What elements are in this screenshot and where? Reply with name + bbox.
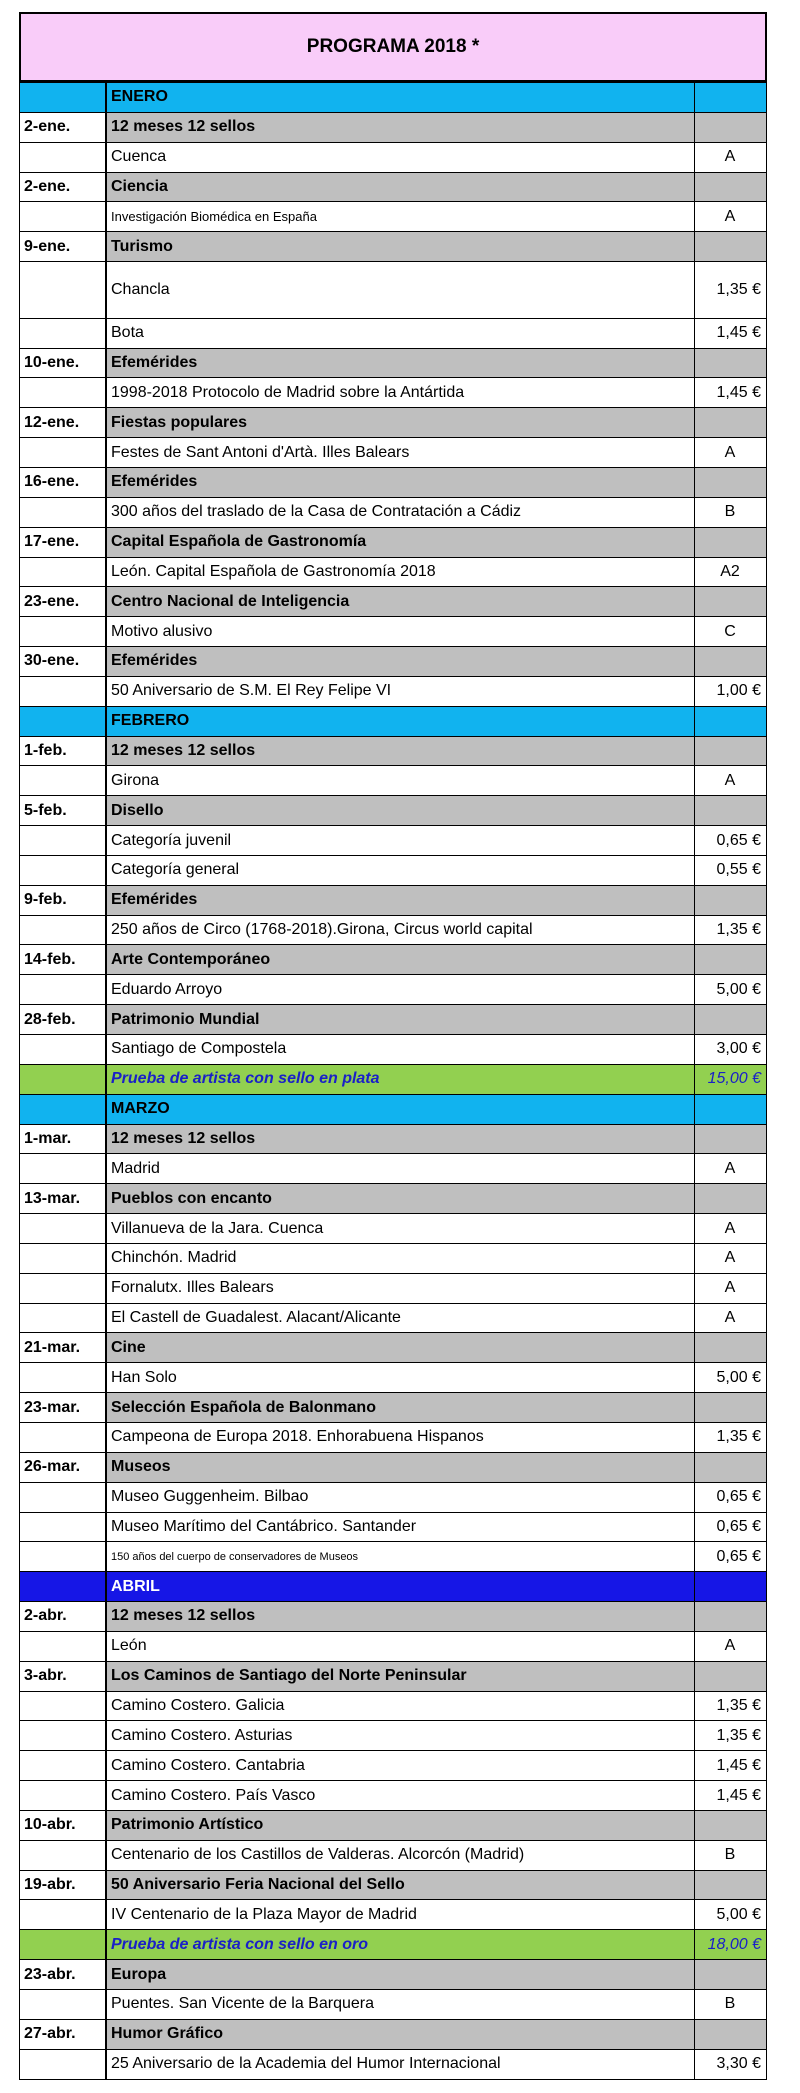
stamp-date-cell <box>20 915 107 945</box>
stamp-row <box>20 378 767 408</box>
stamp-value: 5,00 € <box>695 1900 767 1930</box>
issue-date: 9-ene. <box>20 232 107 262</box>
stamp-value: 1,35 € <box>695 1691 767 1721</box>
stamp-row <box>20 142 767 172</box>
program-sheet <box>19 12 767 2080</box>
stamp-value: A <box>695 142 767 172</box>
stamp-description: Fornalutx. Illes Balears <box>106 1273 695 1303</box>
stamp-date-cell <box>20 1273 107 1303</box>
stamp-value: 0,65 € <box>695 1512 767 1542</box>
theme-price-cell <box>695 1184 767 1214</box>
theme-row <box>20 348 767 378</box>
theme-title: Ciencia <box>106 172 695 202</box>
theme-price-cell <box>695 467 767 497</box>
theme-price-cell <box>695 1810 767 1840</box>
theme-price-cell <box>695 1005 767 1035</box>
theme-title: Los Caminos de Santiago del Norte Peninsular <box>106 1661 695 1691</box>
stamp-value: 0,65 € <box>695 1482 767 1512</box>
theme-title: Patrimonio Mundial <box>106 1005 695 1035</box>
theme-price-cell <box>695 796 767 826</box>
stamp-date-cell <box>20 438 107 468</box>
stamp-description: Girona <box>106 766 695 796</box>
stamp-date-cell <box>20 1154 107 1184</box>
issue-date: 23-abr. <box>20 1960 107 1990</box>
theme-title: 12 meses 12 sellos <box>106 1602 695 1632</box>
stamp-value: 0,65 € <box>695 826 767 856</box>
stamp-description: 150 años del cuerpo de conservadores de Museos <box>106 1542 695 1572</box>
issue-date: 5-feb. <box>20 796 107 826</box>
stamp-row <box>20 855 767 885</box>
stamp-description: 25 Aniversario de la Academia del Humor Internacional <box>106 2049 695 2079</box>
theme-row <box>20 527 767 557</box>
theme-price-cell <box>695 736 767 766</box>
theme-title: Humor Gráfico <box>106 2019 695 2049</box>
stamp-value: B <box>695 1990 767 2020</box>
stamp-description: Museo Guggenheim. Bilbao <box>106 1482 695 1512</box>
theme-row <box>20 1184 767 1214</box>
stamp-description: 250 años de Circo (1768-2018).Girona, Circus world capital <box>106 915 695 945</box>
theme-row <box>20 2019 767 2049</box>
theme-title: Pueblos con encanto <box>106 1184 695 1214</box>
stamp-date-cell <box>20 1781 107 1811</box>
theme-row <box>20 736 767 766</box>
stamp-row <box>20 1035 767 1065</box>
stamp-description: Camino Costero. País Vasco <box>106 1781 695 1811</box>
month-header-price <box>695 83 767 113</box>
stamp-date-cell <box>20 378 107 408</box>
stamp-description: Madrid <box>106 1154 695 1184</box>
issue-date: 10-abr. <box>20 1810 107 1840</box>
theme-title: Patrimonio Artístico <box>106 1810 695 1840</box>
stamp-description: Chinchón. Madrid <box>106 1243 695 1273</box>
stamp-value: 15,00 € <box>695 1064 767 1094</box>
theme-price-cell <box>695 1870 767 1900</box>
month-header-price <box>695 1572 767 1602</box>
stamp-row <box>20 1721 767 1751</box>
stamp-row <box>20 1214 767 1244</box>
stamp-value: 0,65 € <box>695 1542 767 1572</box>
theme-row <box>20 1393 767 1423</box>
stamp-value: 18,00 € <box>695 1930 767 1960</box>
stamp-value: C <box>695 617 767 647</box>
stamp-date-cell <box>20 1631 107 1661</box>
stamp-date-cell <box>20 1840 107 1870</box>
stamp-value: 1,45 € <box>695 1751 767 1781</box>
issue-date: 27-abr. <box>20 2019 107 2049</box>
month-header-row <box>20 706 767 736</box>
stamp-value: 1,45 € <box>695 1781 767 1811</box>
stamp-description: Prueba de artista con sello en plata <box>106 1064 695 1094</box>
stamp-date-cell <box>20 142 107 172</box>
stamp-description: 50 Aniversario de S.M. El Rey Felipe VI <box>106 676 695 706</box>
stamp-date-cell <box>20 1900 107 1930</box>
stamp-row <box>20 1512 767 1542</box>
theme-row <box>20 587 767 617</box>
theme-price-cell <box>695 945 767 975</box>
stamp-row <box>20 1900 767 1930</box>
theme-title: Cine <box>106 1333 695 1363</box>
theme-title: Fiestas populares <box>106 408 695 438</box>
theme-title: Arte Contemporáneo <box>106 945 695 975</box>
month-header-date <box>20 706 107 736</box>
stamp-date-cell <box>20 975 107 1005</box>
stamp-date-cell <box>20 1542 107 1572</box>
stamp-value: A2 <box>695 557 767 587</box>
stamp-description: 300 años del traslado de la Casa de Contratación a Cádiz <box>106 497 695 527</box>
theme-title: Centro Nacional de Inteligencia <box>106 587 695 617</box>
stamp-row <box>20 766 767 796</box>
stamp-row <box>20 1422 767 1452</box>
theme-price-cell <box>695 1393 767 1423</box>
stamp-description: Festes de Sant Antoni d'Artà. Illes Balears <box>106 438 695 468</box>
month-name: FEBRERO <box>106 706 695 736</box>
month-header-row <box>20 1572 767 1602</box>
issue-date: 16-ene. <box>20 467 107 497</box>
stamp-date-cell <box>20 766 107 796</box>
theme-price-cell <box>695 1333 767 1363</box>
theme-title: 12 meses 12 sellos <box>106 112 695 142</box>
stamp-value: 1,35 € <box>695 262 767 319</box>
theme-row <box>20 1124 767 1154</box>
theme-price-cell <box>695 112 767 142</box>
stamp-date-cell <box>20 855 107 885</box>
month-header-row <box>20 83 767 113</box>
stamp-date-cell <box>20 1482 107 1512</box>
stamp-date-cell <box>20 202 107 232</box>
theme-price-cell <box>695 1661 767 1691</box>
stamp-row <box>20 1363 767 1393</box>
theme-price-cell <box>695 527 767 557</box>
month-header-row <box>20 1094 767 1124</box>
issue-date: 10-ene. <box>20 348 107 378</box>
theme-row <box>20 467 767 497</box>
stamp-date-cell <box>20 1363 107 1393</box>
month-header-date <box>20 1094 107 1124</box>
theme-title: Europa <box>106 1960 695 1990</box>
month-name: MARZO <box>106 1094 695 1124</box>
stamp-row <box>20 1691 767 1721</box>
month-name: ABRIL <box>106 1572 695 1602</box>
stamp-row <box>20 2049 767 2079</box>
stamp-value: 5,00 € <box>695 975 767 1005</box>
month-header-price <box>695 1094 767 1124</box>
stamp-row <box>20 1482 767 1512</box>
theme-price-cell <box>695 647 767 677</box>
stamp-value: 1,45 € <box>695 318 767 348</box>
stamp-value: B <box>695 1840 767 1870</box>
stamp-row <box>20 1751 767 1781</box>
stamp-date-cell <box>20 1214 107 1244</box>
stamp-description: Camino Costero. Cantabria <box>106 1751 695 1781</box>
theme-price-cell <box>695 408 767 438</box>
stamp-description: Centenario de los Castillos de Valderas. Alcorcón (Madrid) <box>106 1840 695 1870</box>
stamp-row <box>20 497 767 527</box>
theme-price-cell <box>695 2019 767 2049</box>
theme-title: 12 meses 12 sellos <box>106 1124 695 1154</box>
stamp-row <box>20 617 767 647</box>
stamp-row <box>20 1990 767 2020</box>
stamp-row <box>20 676 767 706</box>
issue-date: 2-ene. <box>20 172 107 202</box>
stamp-row <box>20 1840 767 1870</box>
stamp-description: Camino Costero. Galicia <box>106 1691 695 1721</box>
theme-price-cell <box>695 587 767 617</box>
theme-price-cell <box>695 885 767 915</box>
stamp-row <box>20 438 767 468</box>
stamp-row <box>20 262 767 319</box>
stamp-value: A <box>695 1154 767 1184</box>
issue-date: 23-mar. <box>20 1393 107 1423</box>
theme-row <box>20 172 767 202</box>
issue-date: 21-mar. <box>20 1333 107 1363</box>
stamp-value: 1,45 € <box>695 378 767 408</box>
theme-price-cell <box>695 1124 767 1154</box>
stamp-description: Campeona de Europa 2018. Enhorabuena Hispanos <box>106 1422 695 1452</box>
theme-title: Disello <box>106 796 695 826</box>
stamp-description: IV Centenario de la Plaza Mayor de Madrid <box>106 1900 695 1930</box>
theme-row <box>20 408 767 438</box>
issue-date: 2-ene. <box>20 112 107 142</box>
stamp-row <box>20 202 767 232</box>
theme-row <box>20 647 767 677</box>
stamp-row <box>20 318 767 348</box>
stamp-date-cell <box>20 1035 107 1065</box>
stamp-value: A <box>695 438 767 468</box>
theme-price-cell <box>695 348 767 378</box>
issue-date: 28-feb. <box>20 1005 107 1035</box>
theme-row <box>20 1661 767 1691</box>
theme-row <box>20 1602 767 1632</box>
stamp-date-cell <box>20 1751 107 1781</box>
stamp-date-cell <box>20 1990 107 2020</box>
stamp-date-cell <box>20 1721 107 1751</box>
theme-title: Turismo <box>106 232 695 262</box>
stamp-value: 1,35 € <box>695 1422 767 1452</box>
stamp-value: A <box>695 1214 767 1244</box>
theme-title: 50 Aniversario Feria Nacional del Sello <box>106 1870 695 1900</box>
stamp-description: Han Solo <box>106 1363 695 1393</box>
issue-date: 13-mar. <box>20 1184 107 1214</box>
program-table <box>19 82 767 2080</box>
stamp-description: Prueba de artista con sello en oro <box>106 1930 695 1960</box>
stamp-value: 3,30 € <box>695 2049 767 2079</box>
stamp-row <box>20 1781 767 1811</box>
stamp-row <box>20 1542 767 1572</box>
theme-title: Selección Española de Balonmano <box>106 1393 695 1423</box>
theme-title: Efemérides <box>106 348 695 378</box>
theme-price-cell <box>695 232 767 262</box>
theme-row <box>20 885 767 915</box>
stamp-date-cell <box>20 318 107 348</box>
stamp-date-cell <box>20 262 107 319</box>
issue-date: 19-abr. <box>20 1870 107 1900</box>
stamp-description: León <box>106 1631 695 1661</box>
theme-title: Efemérides <box>106 647 695 677</box>
theme-row <box>20 1452 767 1482</box>
stamp-value: A <box>695 1273 767 1303</box>
issue-date: 9-feb. <box>20 885 107 915</box>
stamp-date-cell <box>20 1243 107 1273</box>
issue-date: 23-ene. <box>20 587 107 617</box>
theme-price-cell <box>695 1452 767 1482</box>
stamp-row <box>20 1631 767 1661</box>
theme-row <box>20 1810 767 1840</box>
issue-date: 14-feb. <box>20 945 107 975</box>
month-header-date <box>20 83 107 113</box>
stamp-date-cell <box>20 617 107 647</box>
month-header-price <box>695 706 767 736</box>
stamp-value: A <box>695 1631 767 1661</box>
theme-row <box>20 232 767 262</box>
theme-row <box>20 1005 767 1035</box>
theme-title: Museos <box>106 1452 695 1482</box>
stamp-description: Categoría juvenil <box>106 826 695 856</box>
stamp-value: A <box>695 1243 767 1273</box>
stamp-description: Chancla <box>106 262 695 319</box>
stamp-value: A <box>695 766 767 796</box>
issue-date: 2-abr. <box>20 1602 107 1632</box>
issue-date: 26-mar. <box>20 1452 107 1482</box>
theme-row <box>20 112 767 142</box>
theme-row <box>20 796 767 826</box>
stamp-description: Investigación Biomédica en España <box>106 202 695 232</box>
issue-date: 1-mar. <box>20 1124 107 1154</box>
page-title: PROGRAMA 2018 * <box>19 12 767 82</box>
stamp-description: Villanueva de la Jara. Cuenca <box>106 1214 695 1244</box>
stamp-description: El Castell de Guadalest. Alacant/Alicante <box>106 1303 695 1333</box>
theme-title: Capital Española de Gastronomía <box>106 527 695 557</box>
issue-date: 1-feb. <box>20 736 107 766</box>
stamp-date-cell <box>20 1064 107 1094</box>
stamp-value: A <box>695 202 767 232</box>
stamp-value: 0,55 € <box>695 855 767 885</box>
stamp-date-cell <box>20 1930 107 1960</box>
stamp-date-cell <box>20 557 107 587</box>
stamp-date-cell <box>20 1422 107 1452</box>
stamp-row <box>20 1154 767 1184</box>
stamp-row <box>20 1303 767 1333</box>
stamp-row <box>20 975 767 1005</box>
stamp-value: 1,00 € <box>695 676 767 706</box>
stamp-value: 3,00 € <box>695 1035 767 1065</box>
stamp-date-cell <box>20 2049 107 2079</box>
stamp-description: Categoría general <box>106 855 695 885</box>
issue-date: 17-ene. <box>20 527 107 557</box>
month-header-date <box>20 1572 107 1602</box>
stamp-description: Santiago de Compostela <box>106 1035 695 1065</box>
stamp-date-cell <box>20 1691 107 1721</box>
theme-price-cell <box>695 1602 767 1632</box>
stamp-description: Puentes. San Vicente de la Barquera <box>106 1990 695 2020</box>
stamp-value: A <box>695 1303 767 1333</box>
stamp-value: 5,00 € <box>695 1363 767 1393</box>
stamp-value: 1,35 € <box>695 915 767 945</box>
stamp-description: Motivo alusivo <box>106 617 695 647</box>
theme-price-cell <box>695 1960 767 1990</box>
stamp-date-cell <box>20 1512 107 1542</box>
stamp-date-cell <box>20 497 107 527</box>
stamp-description: Cuenca <box>106 142 695 172</box>
theme-row <box>20 1870 767 1900</box>
stamp-row <box>20 826 767 856</box>
stamp-description: Bota <box>106 318 695 348</box>
stamp-date-cell <box>20 826 107 856</box>
stamp-value: 1,35 € <box>695 1721 767 1751</box>
stamp-value: B <box>695 497 767 527</box>
stamp-description: Eduardo Arroyo <box>106 975 695 1005</box>
theme-title: 12 meses 12 sellos <box>106 736 695 766</box>
artist-proof-row <box>20 1064 767 1094</box>
stamp-date-cell <box>20 1303 107 1333</box>
month-name: ENERO <box>106 83 695 113</box>
theme-row <box>20 1960 767 1990</box>
stamp-row <box>20 1273 767 1303</box>
stamp-date-cell <box>20 676 107 706</box>
theme-row <box>20 945 767 975</box>
stamp-row <box>20 557 767 587</box>
theme-title: Efemérides <box>106 885 695 915</box>
issue-date: 12-ene. <box>20 408 107 438</box>
theme-title: Efemérides <box>106 467 695 497</box>
stamp-description: León. Capital Española de Gastronomía 2018 <box>106 557 695 587</box>
artist-proof-row <box>20 1930 767 1960</box>
stamp-description: 1998-2018 Protocolo de Madrid sobre la Antártida <box>106 378 695 408</box>
stamp-row <box>20 1243 767 1273</box>
issue-date: 3-abr. <box>20 1661 107 1691</box>
issue-date: 30-ene. <box>20 647 107 677</box>
stamp-row <box>20 915 767 945</box>
stamp-description: Camino Costero. Asturias <box>106 1721 695 1751</box>
theme-price-cell <box>695 172 767 202</box>
stamp-description: Museo Marítimo del Cantábrico. Santander <box>106 1512 695 1542</box>
theme-row <box>20 1333 767 1363</box>
